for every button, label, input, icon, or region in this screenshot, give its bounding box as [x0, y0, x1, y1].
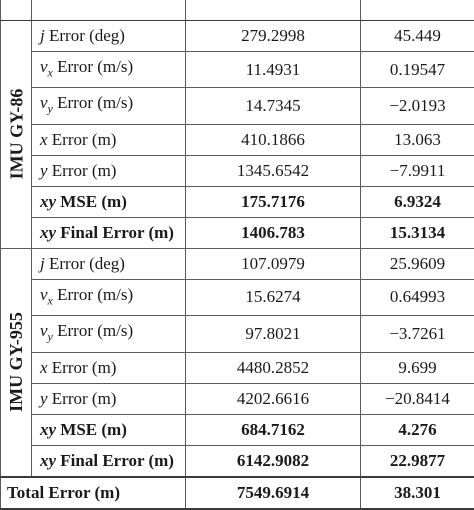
value-cell-2: 0.19547	[361, 52, 474, 88]
metric-subscript: y	[48, 330, 53, 344]
value-cell-2: −2.0193	[361, 88, 474, 124]
table-row	[1, 21, 474, 52]
metric-symbol: v	[40, 93, 48, 112]
metric-label: MSE (m)	[56, 192, 127, 211]
total-value-2: 38.301	[361, 477, 474, 509]
value-cell-2: −20.8414	[361, 383, 474, 414]
metric-cell	[32, 248, 186, 279]
total-row	[1, 477, 474, 509]
value-cell-1: 6142.9082	[186, 445, 361, 477]
table-row	[1, 52, 474, 88]
metric-label: Error (deg)	[45, 26, 125, 45]
metric-subscript: y	[48, 102, 53, 116]
metric-label: Error (m)	[48, 358, 117, 377]
table-row	[1, 414, 474, 445]
value-cell-2: 9.699	[361, 352, 474, 383]
table-row	[1, 279, 474, 315]
value-cell-1: 279.2998	[186, 21, 361, 52]
metric-label: Error (m/s)	[53, 321, 133, 340]
metric-label: Error (m/s)	[53, 285, 133, 304]
value-cell-2: 22.9877	[361, 445, 474, 477]
header-cell-value-2	[361, 0, 474, 21]
value-cell-1: 11.4931	[186, 52, 361, 88]
metric-cell	[32, 186, 186, 217]
value-cell-2: 13.063	[361, 124, 474, 155]
value-cell-1: 4480.2852	[186, 352, 361, 383]
header-cell-group	[1, 0, 32, 21]
metric-symbol: xy	[40, 420, 56, 439]
metric-subscript: x	[48, 65, 53, 79]
total-label: Total Error (m)	[1, 477, 186, 509]
value-cell-1: 14.7345	[186, 88, 361, 124]
value-cell-1: 97.8021	[186, 316, 361, 352]
table-row	[1, 445, 474, 477]
header-cell-value-1	[186, 0, 361, 21]
group-label-cell	[1, 21, 32, 249]
value-cell-1: 1345.6542	[186, 155, 361, 186]
value-cell-1: 4202.6616	[186, 383, 361, 414]
metric-cell	[32, 383, 186, 414]
table-row	[1, 316, 474, 352]
metric-label: Final Error (m)	[56, 451, 174, 470]
value-cell-1: 175.7176	[186, 186, 361, 217]
metric-symbol: y	[40, 161, 48, 180]
metric-label: Error (deg)	[45, 254, 125, 273]
table-row	[1, 88, 474, 124]
metric-label: Error (m/s)	[53, 57, 133, 76]
metric-cell	[32, 21, 186, 52]
metric-symbol: x	[40, 358, 48, 377]
value-cell-2: −3.7261	[361, 316, 474, 352]
metric-cell	[32, 445, 186, 477]
metric-label: Error (m/s)	[53, 93, 133, 112]
table-row	[1, 383, 474, 414]
group-label: IMU GY-955	[6, 312, 26, 412]
group-label: IMU GY-86	[6, 89, 26, 180]
value-cell-2: 45.449	[361, 21, 474, 52]
metric-symbol: xy	[40, 451, 56, 470]
value-cell-2: 15.3134	[361, 217, 474, 248]
header-cell-metric	[32, 0, 186, 21]
metric-cell	[32, 52, 186, 88]
metric-symbol: y	[40, 389, 48, 408]
value-cell-2: 4.276	[361, 414, 474, 445]
value-cell-2: 6.9324	[361, 186, 474, 217]
metric-cell	[32, 414, 186, 445]
header-row	[1, 0, 474, 21]
value-cell-1: 107.0979	[186, 248, 361, 279]
metric-symbol: v	[40, 321, 48, 340]
table-row	[1, 352, 474, 383]
metric-symbol: v	[40, 57, 48, 76]
metric-symbol: v	[40, 285, 48, 304]
value-cell-2: 0.64993	[361, 279, 474, 315]
metric-cell	[32, 217, 186, 248]
value-cell-1: 15.6274	[186, 279, 361, 315]
metric-symbol: xy	[40, 192, 56, 211]
metric-label: Error (m)	[48, 389, 117, 408]
table-row	[1, 124, 474, 155]
value-cell-2: 25.9609	[361, 248, 474, 279]
metric-cell	[32, 124, 186, 155]
metric-symbol: xy	[40, 223, 56, 242]
table-row	[1, 217, 474, 248]
metric-cell	[32, 155, 186, 186]
metric-subscript: x	[48, 293, 53, 307]
metric-cell	[32, 279, 186, 315]
value-cell-2: −7.9911	[361, 155, 474, 186]
metric-cell	[32, 88, 186, 124]
group-label-cell	[1, 248, 32, 476]
table-row	[1, 248, 474, 279]
metric-label: MSE (m)	[56, 420, 127, 439]
value-cell-1: 1406.783	[186, 217, 361, 248]
table-row	[1, 155, 474, 186]
metric-cell	[32, 316, 186, 352]
value-cell-1: 410.1866	[186, 124, 361, 155]
metric-symbol: x	[40, 130, 48, 149]
metric-cell	[32, 352, 186, 383]
metric-label: Final Error (m)	[56, 223, 174, 242]
total-value-1: 7549.6914	[186, 477, 361, 509]
metric-label: Error (m)	[48, 161, 117, 180]
metric-label: Error (m)	[48, 130, 117, 149]
value-cell-1: 684.7162	[186, 414, 361, 445]
metric-symbol: j	[40, 254, 45, 273]
metric-symbol: j	[40, 26, 45, 45]
table-row	[1, 186, 474, 217]
